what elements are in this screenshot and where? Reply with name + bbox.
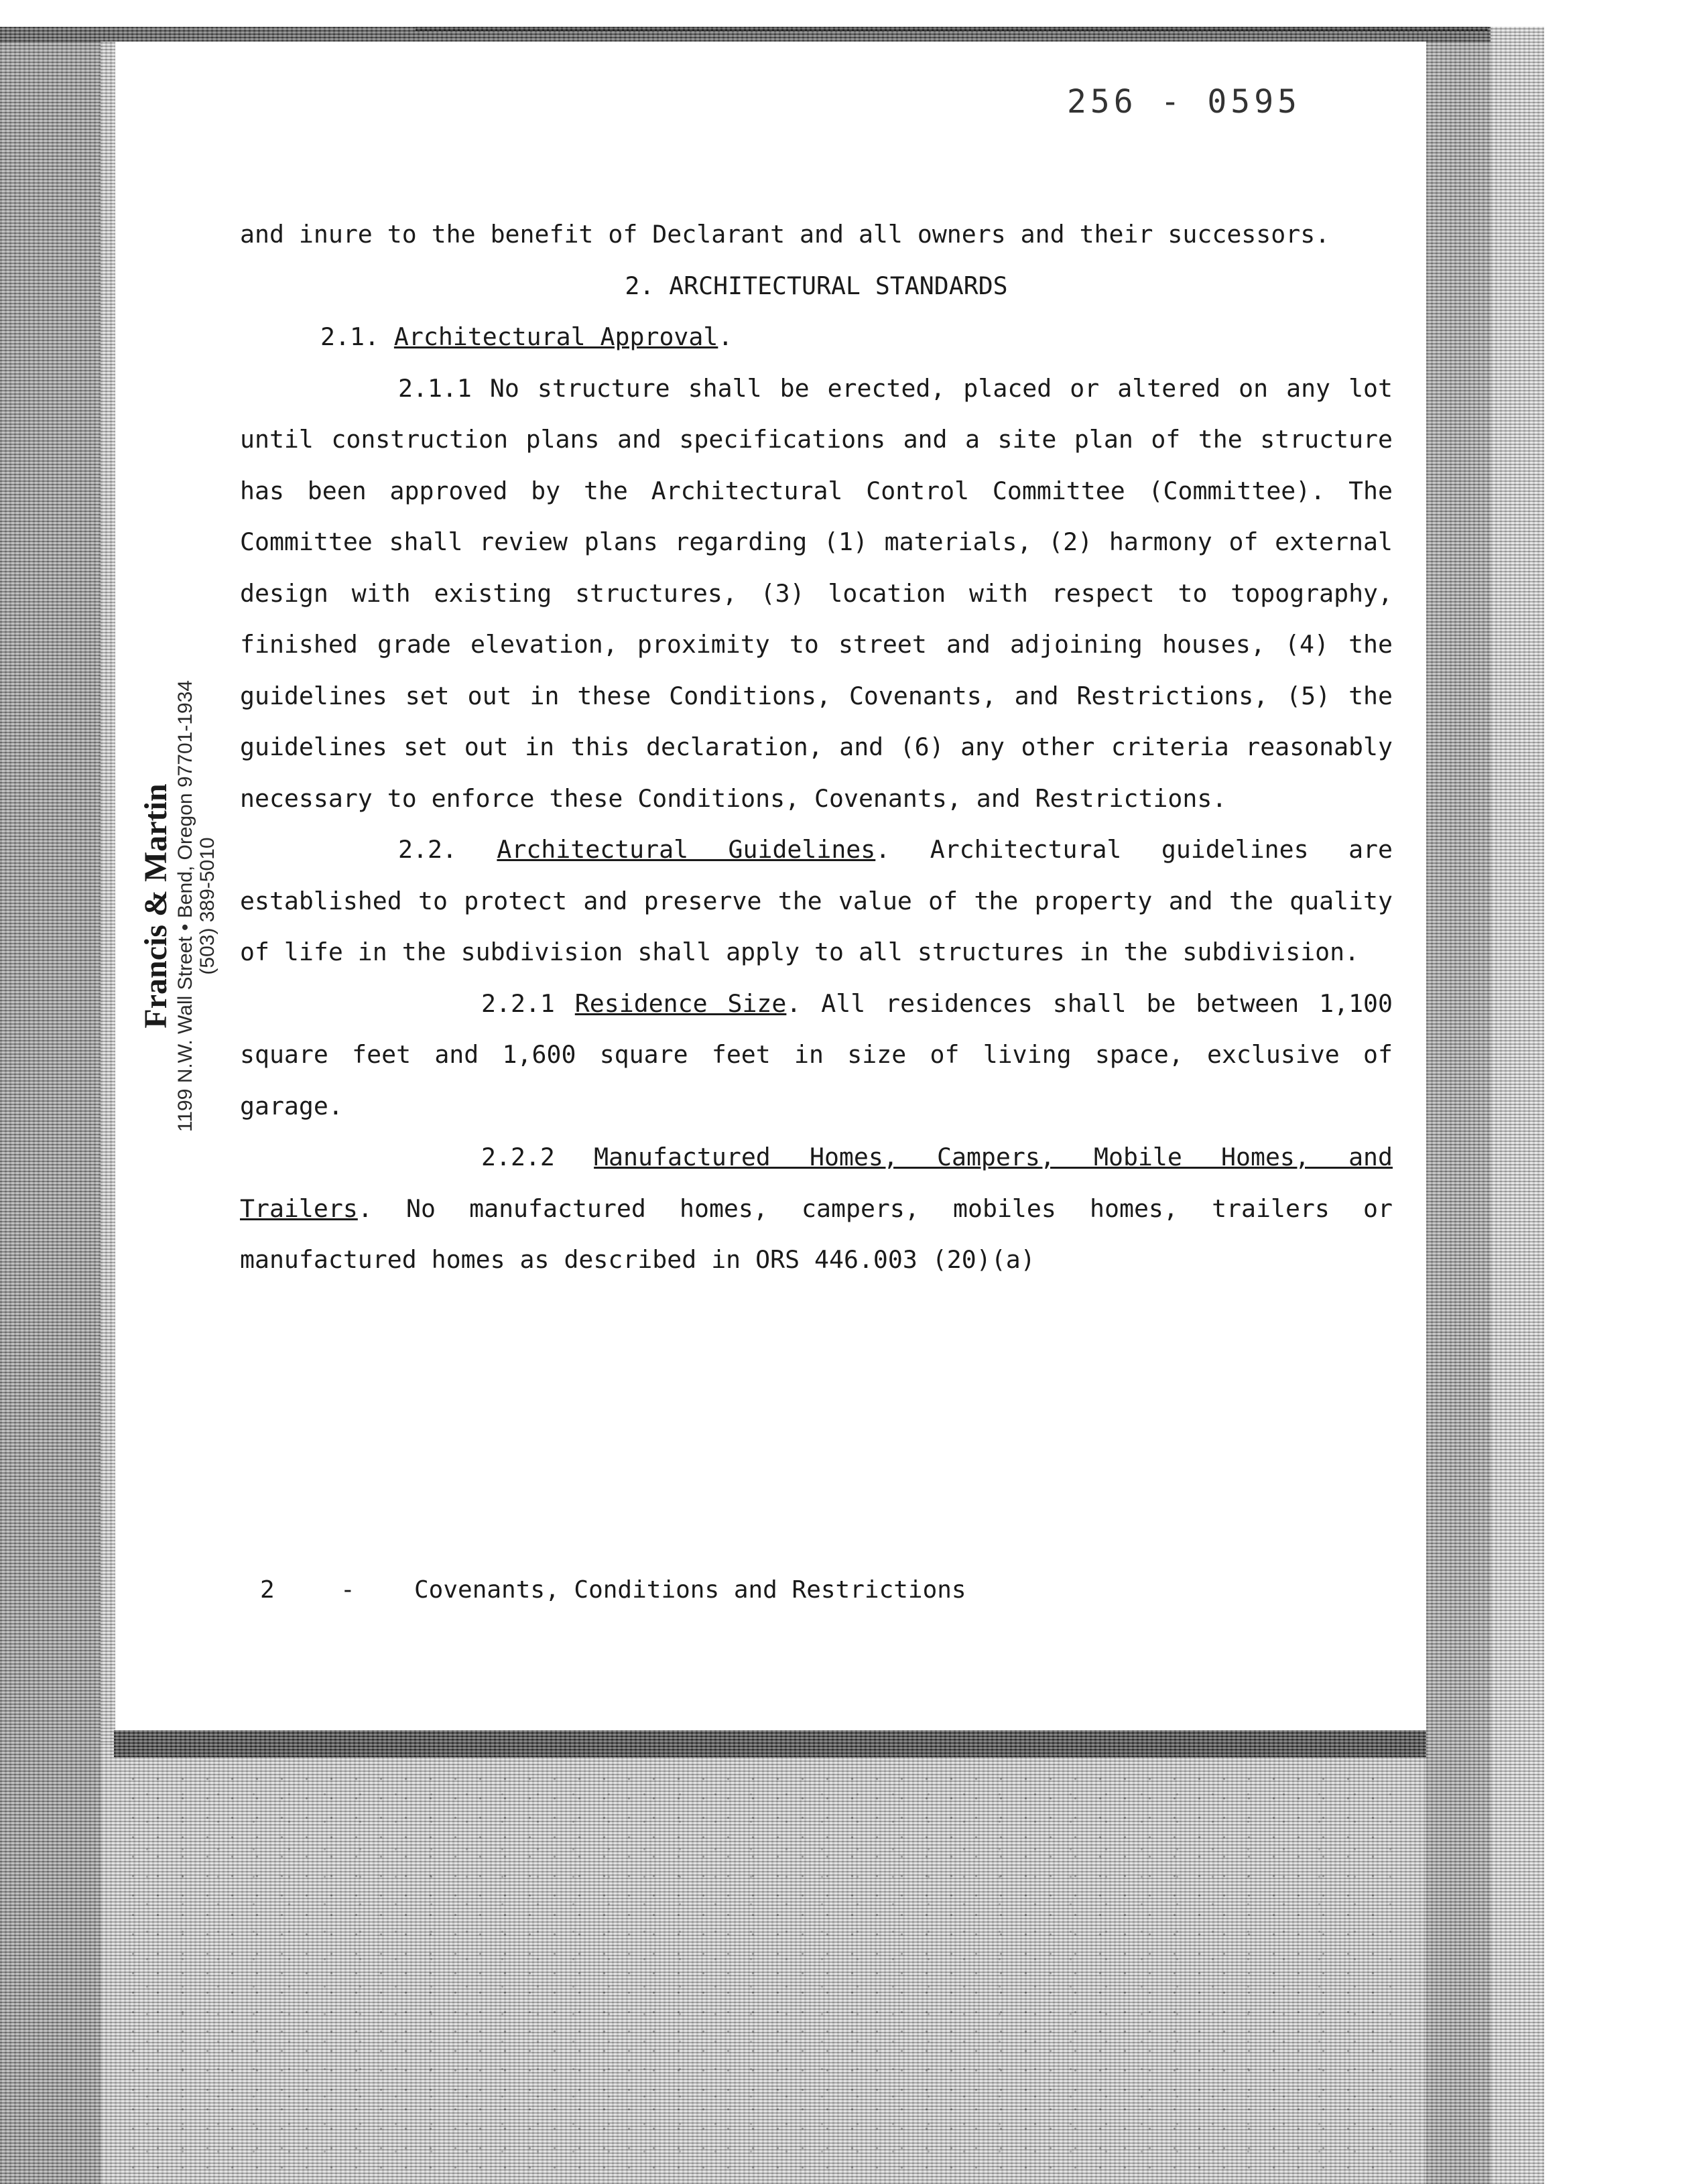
subsection-2-1-heading: 2.1. Architectural Approval. [320, 322, 733, 351]
page-footer [260, 1576, 966, 1604]
scan-specks [121, 1769, 1394, 2171]
subsection-title: Manufactured Homes, Campers, Mobile Homes, and Trailers [240, 1143, 1393, 1223]
subsection-title: Architectural Approval [393, 322, 718, 351]
document-number: 256 - 0595 [1067, 83, 1301, 121]
paragraph-2-1-1: 2.1.1 No structure shall be erected, placed or altered on any lot until construction plans and specifications and a site plan of the structure has been approved by the Architectural Control Committee (Committee). The Committee shall review plans regarding (1) materials, (2) harmony of external design with existing structures, (3) location with respect to topography, finished grade elevation, proximity to street and adjoining houses, (4) the guidelines set out in these Conditions, Covenants, and Restrictions, (5) the guidelines set out in this declaration, and (6) any other criteria reasonably necessary to enforce these Conditions, Covenants, and Restrictions. [240, 373, 1393, 813]
paragraph-text: Architectural guidelines are established to protect and preserve the value of the property and the quality of life in the subdivision shall apply to all structures in the subdivision. [240, 835, 1393, 966]
law-firm-sidebar [139, 604, 239, 1208]
subsection-number: 2.2.2 [481, 1143, 555, 1171]
scan-shadow-band [114, 1730, 1426, 1757]
firm-address: 1199 N.W. Wall Street • Bend, Oregon 97701-1934 [174, 680, 196, 1133]
footer-title: Covenants, Conditions and Restrictions [414, 1576, 966, 1604]
scan-border-top-line [416, 27, 1488, 31]
footer-page-number: 2 [260, 1576, 275, 1604]
paragraph-text: All residences shall be between 1,100 square feet and 1,600 square feet in size of living space, exclusive of garage. [240, 988, 1393, 1120]
scan-border-left [0, 27, 101, 2184]
document-body [240, 209, 1393, 1286]
scan-border-left-inner [101, 40, 115, 1756]
subsection-title: Architectural Guidelines [497, 835, 876, 864]
firm-phone: (503) 389-5010 [196, 837, 218, 975]
paragraph-2-2: 2.2. Architectural Guidelines. Architectural guidelines are established to protect and preserve the value of the property and the quality of life in the subdivision shall apply to all structures in the subdivision. [240, 835, 1393, 966]
subsection-number: 2.2. [398, 835, 457, 864]
intro-paragraph: and inure to the benefit of Declarant and all owners and their successors. [240, 220, 1330, 249]
footer-dash: - [340, 1576, 355, 1604]
paragraph-2-2-1: 2.2.1 Residence Size. All residences shall be between 1,100 square feet and 1,600 square feet in size of living space, exclusive of garage. [240, 988, 1393, 1120]
subsection-title: Residence Size [574, 988, 787, 1018]
scan-border-right [1426, 27, 1491, 2184]
subsection-number: 2.2.1 [481, 988, 555, 1018]
subsection-number: 2.1. [320, 322, 379, 351]
paragraph-2-2-2: 2.2.2 Manufactured Homes, Campers, Mobile Homes, and Trailers. No manufactured homes, campers, mobiles homes, trailers or manufactured homes as described in ORS 446.003 (20)(a) [240, 1143, 1393, 1274]
section-heading: 2. ARCHITECTURAL STANDARDS [625, 271, 1008, 300]
scan-border-right-outer [1491, 27, 1544, 2184]
firm-name: Francis & Martin [138, 783, 174, 1029]
paragraph-text: No manufactured homes, campers, mobiles homes, trailers or manufactured homes as described in ORS 446.003 (20)(a) [240, 1194, 1393, 1274]
document-page [115, 42, 1426, 1730]
